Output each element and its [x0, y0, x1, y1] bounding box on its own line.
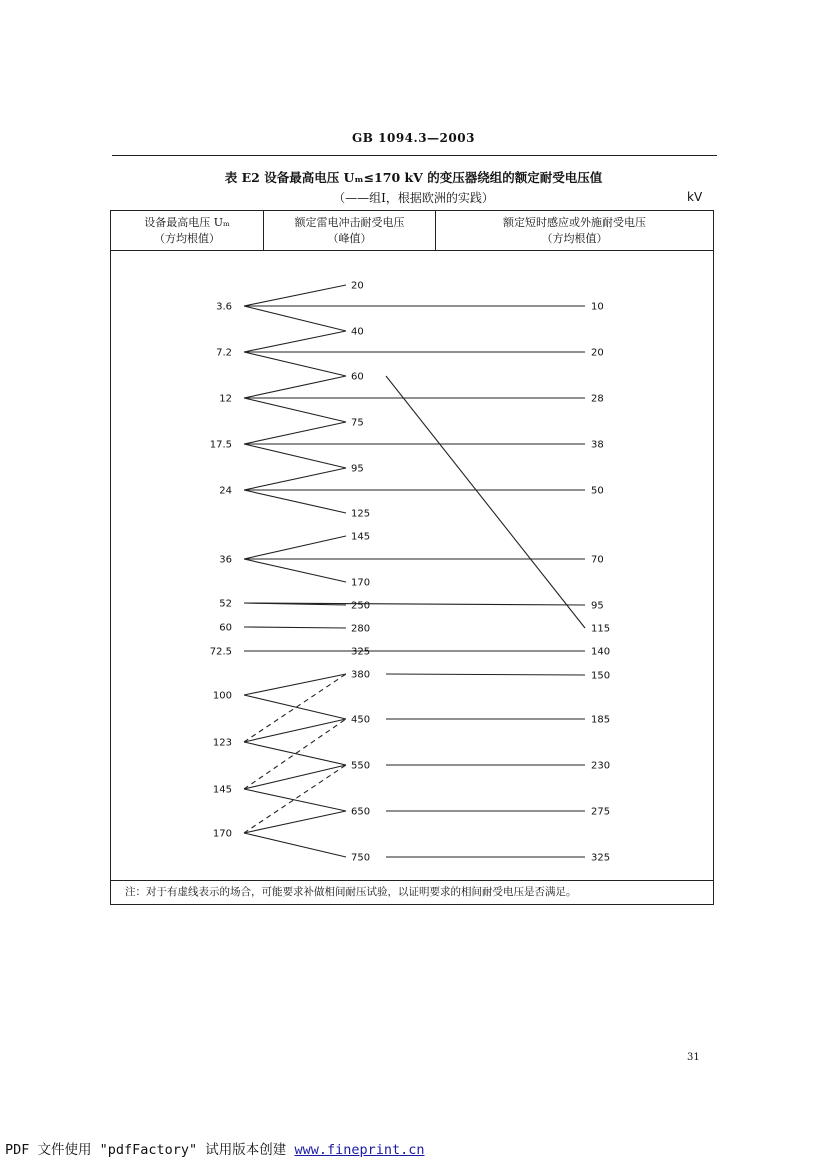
um-li-link	[244, 559, 346, 582]
footer-link[interactable]: www.fineprint.cn	[294, 1142, 425, 1158]
li-value-label: 95	[351, 463, 364, 475]
voltage-link-diagram	[111, 211, 713, 880]
li-value-label: 450	[351, 714, 371, 726]
li-value-label: 280	[351, 623, 371, 635]
um-li-link	[244, 306, 346, 331]
column-header-sub: （方均根值）	[541, 232, 608, 245]
li-ac-link	[386, 674, 585, 675]
um-li-link	[244, 536, 346, 559]
column-header-label: 额定雷电冲击耐受电压	[294, 216, 405, 229]
header-rule	[112, 155, 717, 156]
ac-value-label: 230	[591, 760, 611, 772]
um-li-link	[244, 765, 346, 789]
um-li-link	[244, 627, 346, 628]
um-li-link	[244, 719, 346, 742]
um-li-link	[244, 376, 346, 398]
li-value-label: 125	[351, 508, 371, 520]
li-value-label: 650	[351, 806, 371, 818]
um-li-link	[244, 833, 346, 857]
table-title: 表 E2 设备最高电压 Uₘ≤170 kV 的变压器绕组的额定耐受电压值	[224, 170, 603, 185]
table-note: 注：对于有虚线表示的场合，可能要求补做相间耐压试验，以证明要求的相间耐受电压是否满足。	[111, 880, 713, 904]
um-li-link	[244, 422, 346, 444]
um-value-label: 100	[212, 690, 232, 702]
li-value-label: 325	[351, 646, 371, 658]
table-subtitle: （——组Ⅰ，根据欧洲的实践）	[333, 191, 494, 205]
ac-value-label: 95	[591, 600, 604, 612]
um-value-label: 7.2	[216, 347, 232, 359]
li-value-label: 20	[351, 280, 364, 292]
ac-value-label: 275	[591, 806, 611, 818]
um-li-link	[244, 811, 346, 833]
li-ac-link	[386, 376, 585, 628]
ac-value-label: 115	[591, 623, 611, 635]
um-li-dashed-link	[244, 765, 346, 833]
um-value-label: 12	[219, 393, 232, 405]
li-value-label: 75	[351, 417, 364, 429]
ac-value-label: 185	[591, 714, 611, 726]
li-value-label: 60	[351, 371, 364, 383]
li-value-label: 145	[351, 531, 371, 543]
um-li-link	[244, 352, 346, 376]
ac-value-label: 10	[591, 301, 604, 313]
um-value-label: 60	[219, 622, 232, 634]
um-value-label: 52	[219, 598, 232, 610]
ac-value-label: 70	[591, 554, 604, 566]
li-value-label: 750	[351, 852, 371, 864]
column-header-sub: （峰值）	[327, 232, 372, 245]
um-li-link	[244, 444, 346, 468]
rated-voltage-table	[110, 210, 714, 905]
um-value-label: 24	[219, 485, 232, 497]
um-li-link	[244, 490, 346, 513]
li-value-label: 40	[351, 326, 364, 338]
um-value-label: 3.6	[216, 301, 232, 313]
unit-label: kV	[687, 190, 703, 204]
um-li-link	[244, 285, 346, 306]
column-header-label: 额定短时感应或外施耐受电压	[503, 216, 646, 229]
pdf-footer	[5, 1138, 424, 1158]
li-value-label: 250	[351, 600, 371, 612]
um-value-label: 145	[212, 784, 232, 796]
column-header-sub: （方均根值）	[154, 232, 220, 245]
um-li-link	[244, 468, 346, 490]
um-li-link	[244, 742, 346, 765]
li-value-label: 550	[351, 760, 371, 772]
ac-value-label: 28	[591, 393, 604, 405]
um-value-label: 170	[212, 828, 232, 840]
li-value-label: 380	[351, 669, 371, 681]
um-value-label: 17.5	[209, 439, 232, 451]
ac-value-label: 140	[591, 646, 611, 658]
um-li-link	[244, 789, 346, 811]
column-header-label: 设备最高电压 Uₘ	[144, 216, 230, 229]
ac-value-label: 20	[591, 347, 604, 359]
um-li-link	[244, 398, 346, 422]
um-value-label: 123	[212, 737, 232, 749]
um-value-label: 36	[219, 554, 232, 566]
um-value-label: 72.5	[209, 646, 232, 658]
ac-value-label: 38	[591, 439, 604, 451]
ac-value-label: 150	[591, 670, 611, 682]
standard-number: GB 1094.3—2003	[352, 131, 475, 145]
ac-value-label: 50	[591, 485, 604, 497]
ac-value-label: 325	[591, 852, 611, 864]
um-li-link	[244, 695, 346, 719]
li-value-label: 170	[351, 577, 371, 589]
um-li-link	[244, 331, 346, 352]
page-number: 31	[687, 1052, 700, 1063]
um-li-link	[244, 674, 346, 695]
footer-text: PDF 文件使用 "pdfFactory" 试用版本创建	[5, 1142, 295, 1158]
